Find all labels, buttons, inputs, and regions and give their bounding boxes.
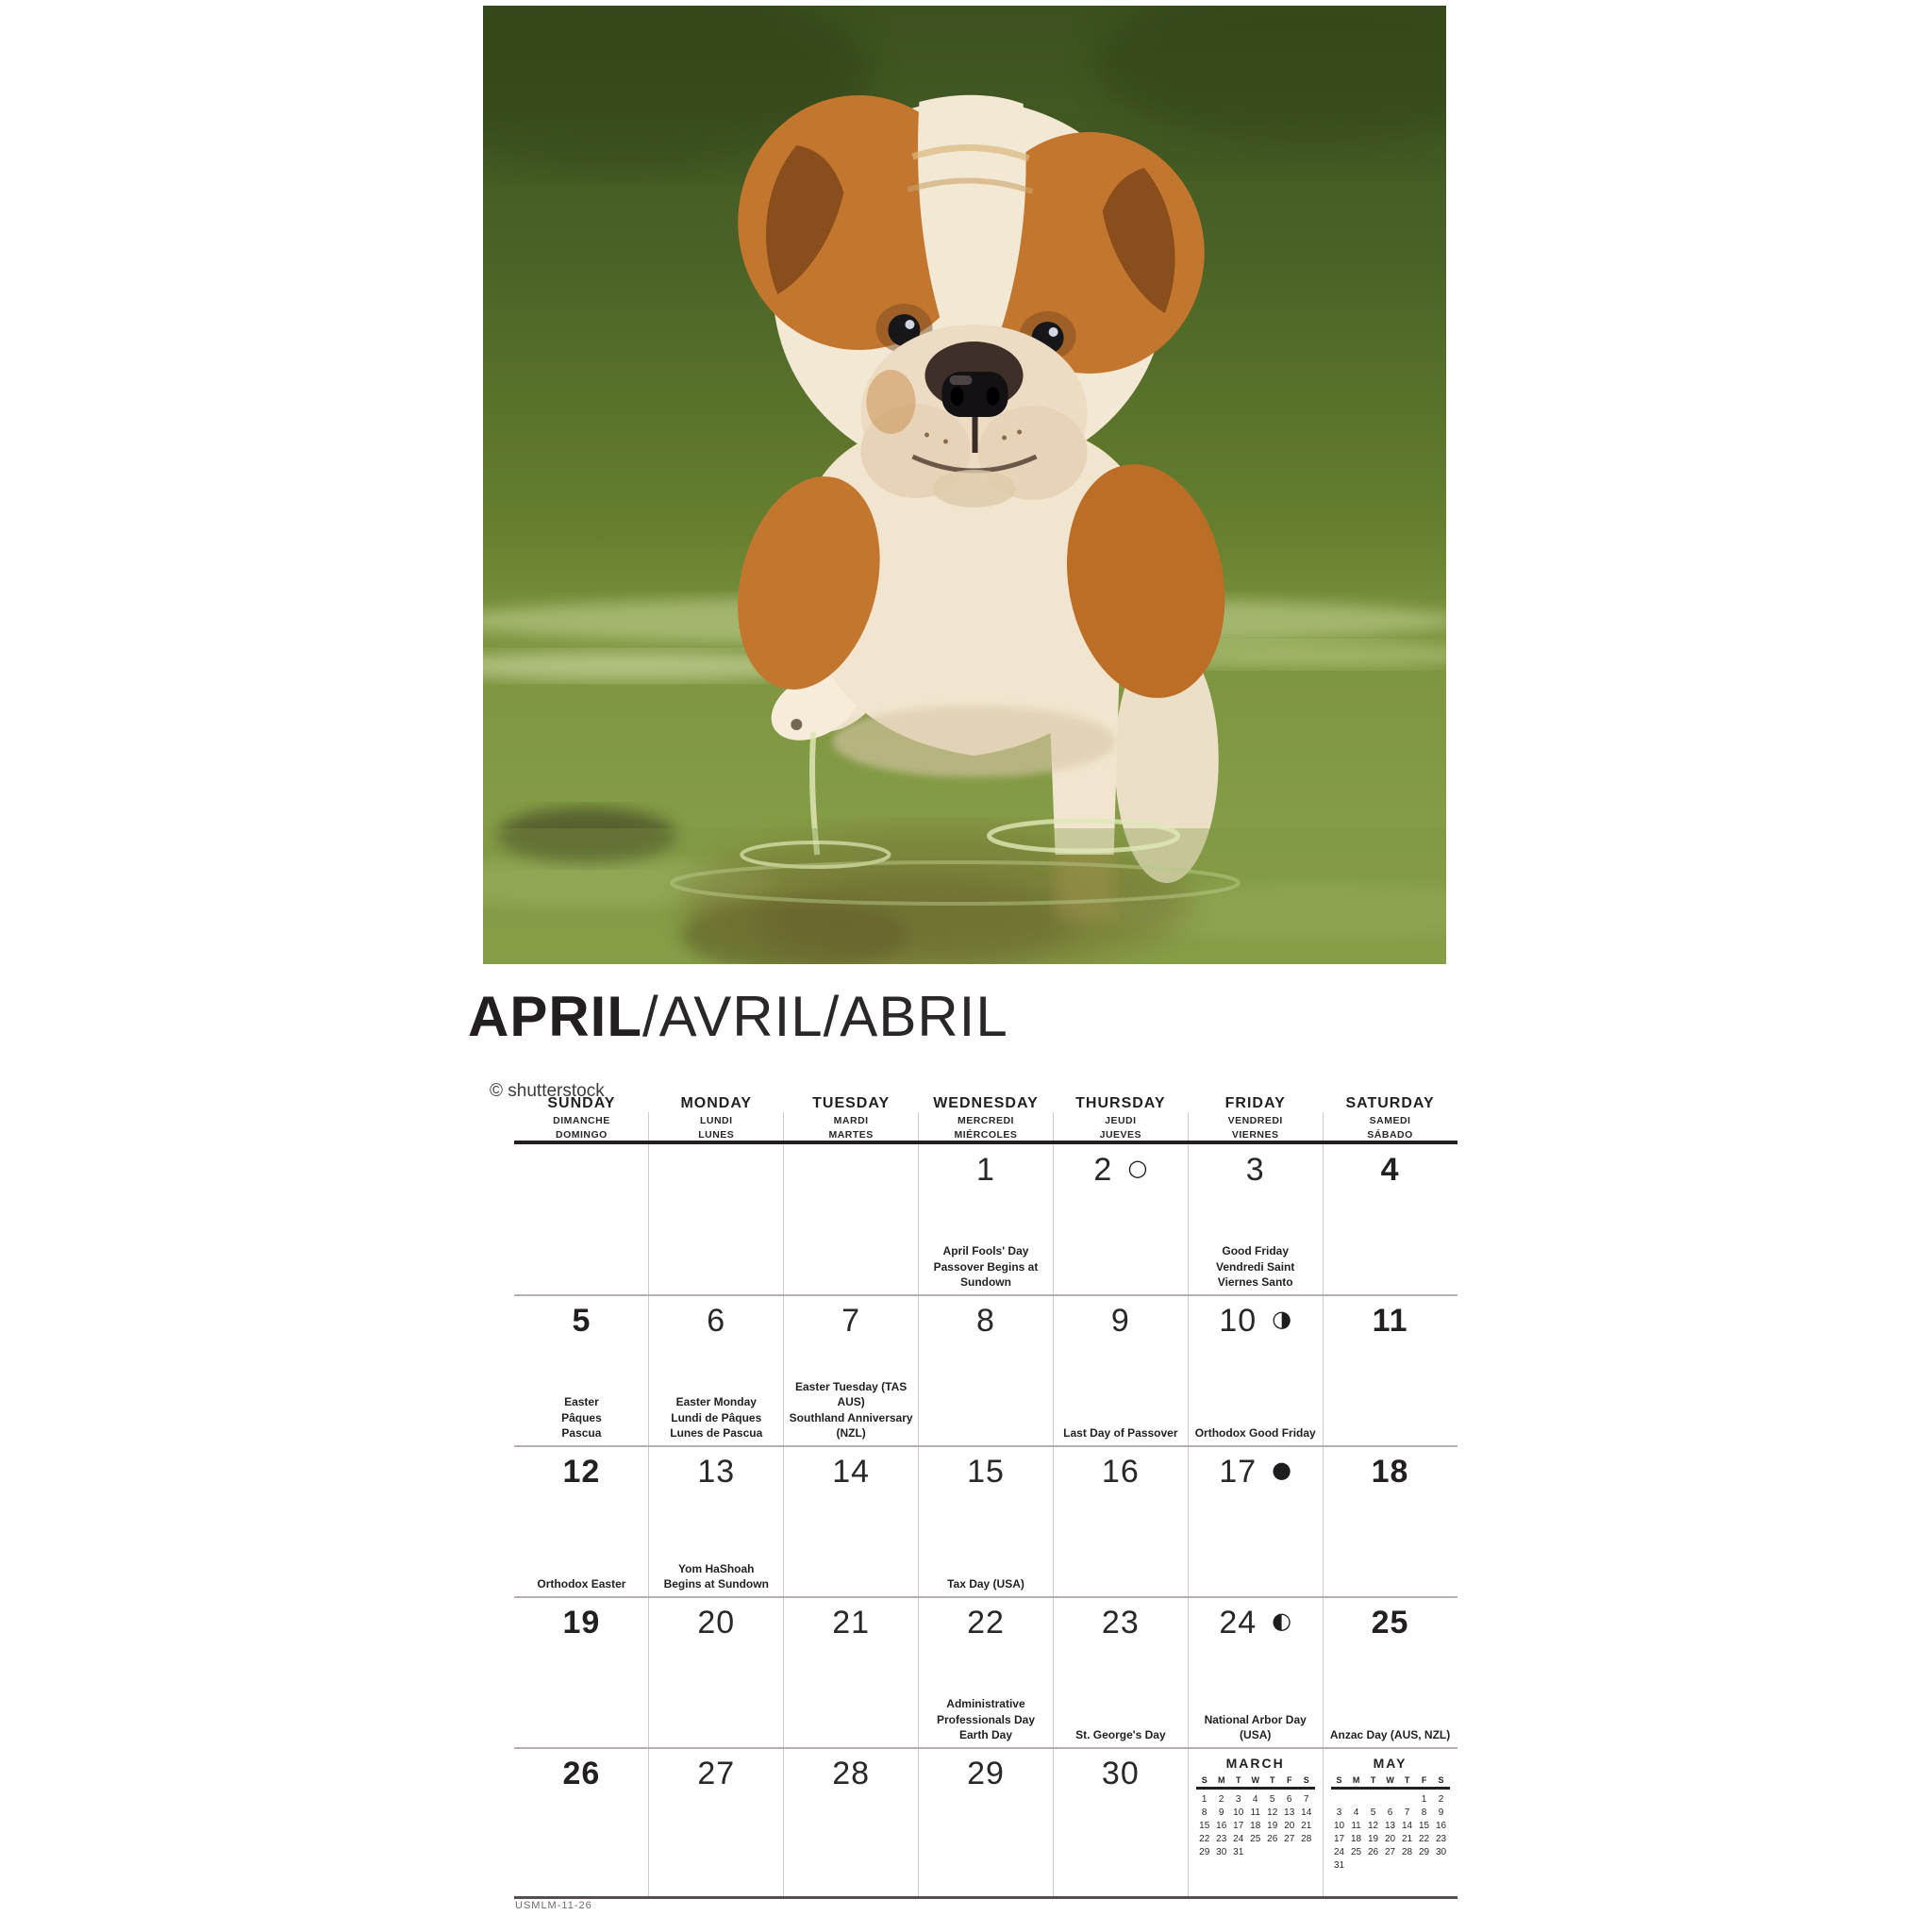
weekday-name-fr: DIMANCHE <box>553 1115 610 1126</box>
holiday-line: Administrative <box>946 1697 1025 1711</box>
mini-day-number: 27 <box>1284 1834 1295 1844</box>
day-cell-22 <box>919 1597 1054 1748</box>
mini-day-number: 14 <box>1402 1821 1413 1831</box>
holiday-line: Earth Day <box>958 1727 1012 1741</box>
day-cell-5 <box>514 1295 649 1446</box>
mini-day-number: 4 <box>1353 1807 1359 1818</box>
mini-day-number <box>1382 1860 1399 1871</box>
month-name-en: APRIL <box>468 985 642 1048</box>
day-cell-17 <box>1188 1446 1323 1597</box>
weekday-name-en: THURSDAY <box>1075 1095 1166 1111</box>
day-number: 21 <box>832 1605 871 1641</box>
weekday-name-fr: JEUDI <box>1105 1115 1137 1126</box>
day-number-row <box>919 1757 1054 1790</box>
mini-day-number: 9 <box>1438 1807 1444 1818</box>
holiday-label <box>1053 1727 1188 1742</box>
mini-day-number: 29 <box>1199 1847 1210 1857</box>
weekday-name-es: LUNES <box>698 1129 735 1141</box>
holiday-line: April Fools' Day <box>942 1244 1029 1258</box>
mini-day-number: 11 <box>1250 1807 1260 1818</box>
mini-day-number: 18 <box>1250 1821 1261 1831</box>
day-cell-1 <box>919 1144 1054 1295</box>
day-cell-23 <box>1053 1597 1188 1748</box>
mini-day-number: 8 <box>1201 1807 1208 1818</box>
day-number: 16 <box>1101 1454 1140 1490</box>
day-number-row <box>1188 1305 1323 1337</box>
day-number: 23 <box>1101 1605 1140 1641</box>
page-title <box>468 985 1008 1048</box>
holiday-label <box>919 1696 1054 1742</box>
holiday-line: Last Day of Passover <box>1063 1425 1178 1440</box>
month-name-translations: /AVRIL/ABRIL <box>642 985 1008 1048</box>
weekday-header-friday <box>1188 1095 1323 1141</box>
weekday-name-es: DOMINGO <box>556 1129 608 1141</box>
day-number: 9 <box>1110 1303 1130 1339</box>
mini-day-number: 15 <box>1419 1821 1430 1831</box>
day-number: 20 <box>697 1605 736 1641</box>
mini-day-number: 22 <box>1419 1834 1430 1844</box>
holiday-label <box>514 1576 649 1591</box>
holiday-line: Begins at Sundown <box>663 1576 769 1591</box>
footer-code: USMLM-11-26 <box>515 1900 592 1911</box>
day-number: 24 <box>1219 1605 1257 1641</box>
weekday-name-en: FRIDAY <box>1224 1095 1286 1111</box>
mini-day-letter: S <box>1438 1775 1444 1785</box>
holiday-label <box>649 1394 784 1441</box>
mini-day-letter: M <box>1352 1775 1360 1785</box>
mini-day-letter: M <box>1217 1775 1225 1785</box>
day-number-row <box>1053 1607 1188 1639</box>
weekday-name-en: TUESDAY <box>812 1095 891 1111</box>
mini-day-number: 31 <box>1233 1847 1244 1857</box>
day-number: 1 <box>976 1152 995 1188</box>
day-number-row <box>1188 1607 1323 1639</box>
weekday-name-en: SUNDAY <box>547 1095 616 1111</box>
weekday-name-fr: SAMEDI <box>1369 1115 1411 1126</box>
mini-day-number: 17 <box>1334 1834 1345 1844</box>
mini-day-number: 23 <box>1436 1834 1447 1844</box>
mini-day-number: 29 <box>1419 1847 1430 1857</box>
holiday-label <box>1323 1727 1457 1742</box>
day-cell-26 <box>514 1748 649 1899</box>
mini-day-number: 21 <box>1402 1834 1413 1844</box>
mini-day-number <box>1281 1847 1298 1857</box>
holiday-line: Good Friday <box>1222 1244 1290 1258</box>
day-number: 19 <box>562 1605 601 1641</box>
mini-day-number: 1 <box>1201 1794 1208 1805</box>
mini-day-number: 11 <box>1351 1821 1361 1831</box>
weekday-name-fr: VENDREDI <box>1227 1115 1283 1126</box>
mini-day-number: 4 <box>1252 1794 1258 1805</box>
mini-day-number: 28 <box>1402 1847 1413 1857</box>
day-cell-11 <box>1323 1295 1457 1446</box>
mini-day-number <box>1264 1847 1281 1857</box>
holiday-line: Lunes de Pascua <box>670 1425 763 1440</box>
day-cell-3 <box>1188 1144 1323 1295</box>
day-number-row <box>784 1456 919 1488</box>
mini-calendar-march <box>1188 1756 1323 1857</box>
day-number: 18 <box>1371 1454 1409 1490</box>
mini-day-number: 17 <box>1233 1821 1244 1831</box>
mini-day-number: 10 <box>1233 1807 1244 1818</box>
mini-day-number: 9 <box>1218 1807 1224 1818</box>
day-number: 8 <box>976 1303 995 1339</box>
day-cell-8 <box>919 1295 1054 1446</box>
mini-day-letter: W <box>1386 1775 1394 1785</box>
mini-calendar-grid <box>1331 1794 1450 1871</box>
holiday-line: National Arbor Day (USA) <box>1204 1712 1307 1741</box>
day-number-row <box>784 1607 919 1639</box>
holiday-line: Easter Monday <box>675 1395 757 1409</box>
day-cell-7 <box>784 1295 919 1446</box>
mini-day-number <box>1416 1860 1433 1871</box>
mini-day-letter: S <box>1336 1775 1342 1785</box>
day-number: 14 <box>832 1454 871 1490</box>
day-cell-6 <box>649 1295 784 1446</box>
weekday-name-es: MARTES <box>828 1129 874 1141</box>
mini-day-number: 15 <box>1199 1821 1210 1831</box>
weekday-name-es: MIÉRCOLES <box>954 1129 1018 1141</box>
day-number: 11 <box>1372 1303 1408 1339</box>
mini-day-letter: W <box>1251 1775 1259 1785</box>
mini-day-number: 14 <box>1301 1807 1312 1818</box>
mini-day-number: 26 <box>1267 1834 1278 1844</box>
holiday-line: Southland Anniversary (NZL) <box>789 1410 913 1440</box>
weekday-name-en: WEDNESDAY <box>933 1095 1039 1111</box>
holiday-line: Easter Tuesday (TAS AUS) <box>794 1380 908 1409</box>
day-number-row <box>1323 1305 1457 1337</box>
holiday-line: Pascua <box>561 1425 602 1440</box>
day-cell-21 <box>784 1597 919 1748</box>
mini-day-number <box>1365 1860 1382 1871</box>
day-number: 5 <box>572 1303 591 1339</box>
mini-day-number: 16 <box>1436 1821 1447 1831</box>
day-number-row <box>1053 1757 1188 1790</box>
mini-day-number: 22 <box>1199 1834 1210 1844</box>
mini-day-letter: T <box>1404 1775 1410 1785</box>
mini-day-number <box>1433 1860 1450 1871</box>
day-cell-15 <box>919 1446 1054 1597</box>
day-number: 12 <box>562 1454 601 1490</box>
mini-day-number: 1 <box>1421 1794 1427 1805</box>
day-cell-20 <box>649 1597 784 1748</box>
day-number: 22 <box>967 1605 1005 1641</box>
mini-day-number: 18 <box>1351 1834 1362 1844</box>
day-number-row <box>1188 1456 1323 1488</box>
day-number-row <box>1053 1305 1188 1337</box>
mini-day-number: 13 <box>1284 1807 1295 1818</box>
holiday-label <box>784 1379 919 1441</box>
day-number-row <box>919 1154 1054 1186</box>
day-cell-29 <box>919 1748 1054 1899</box>
mini-day-letter: T <box>1235 1775 1241 1785</box>
mini-day-number <box>1331 1794 1348 1805</box>
day-cell-4 <box>1323 1144 1457 1295</box>
mini-day-number: 12 <box>1267 1807 1278 1818</box>
day-number-row <box>514 1607 649 1639</box>
day-number-row <box>649 1607 784 1639</box>
day-number-row <box>514 1305 649 1337</box>
day-cell-12 <box>514 1446 649 1597</box>
first-quarter-moon-icon: ◐ <box>1272 1607 1292 1634</box>
mini-day-number: 26 <box>1368 1847 1379 1857</box>
mini-day-number: 28 <box>1301 1834 1312 1844</box>
mini-calendar-grid <box>1196 1794 1315 1857</box>
day-cell-24 <box>1188 1597 1323 1748</box>
day-number-row <box>1053 1456 1188 1488</box>
mini-day-number: 3 <box>1235 1794 1241 1805</box>
mini-day-number <box>1348 1860 1365 1871</box>
day-number-row <box>514 1456 649 1488</box>
day-number: 27 <box>697 1756 736 1791</box>
day-number: 29 <box>967 1756 1005 1791</box>
mini-day-letter: T <box>1269 1775 1275 1785</box>
day-number: 25 <box>1371 1605 1409 1641</box>
holiday-label <box>1188 1243 1323 1290</box>
day-number-row <box>1188 1154 1323 1186</box>
mini-day-number: 31 <box>1334 1860 1345 1871</box>
day-cell-19 <box>514 1597 649 1748</box>
day-cell-14 <box>784 1446 919 1597</box>
holiday-line: Professionals Day <box>936 1712 1035 1726</box>
photo-credit: © shutterstock <box>490 1081 605 1101</box>
last-quarter-moon-icon: ◑ <box>1272 1306 1292 1332</box>
holiday-line: Lundi de Pâques <box>671 1410 762 1424</box>
holiday-line: Orthodox Easter <box>537 1576 626 1591</box>
mini-day-number: 3 <box>1336 1807 1342 1818</box>
day-number: 2 <box>1093 1152 1113 1188</box>
day-number: 17 <box>1219 1454 1257 1490</box>
mini-day-number <box>1298 1847 1315 1857</box>
mini-calendar-day-letters <box>1331 1775 1450 1785</box>
mini-day-number <box>1247 1847 1264 1857</box>
holiday-line: Vendredi Saint <box>1216 1259 1295 1274</box>
weekday-header-monday <box>649 1095 784 1141</box>
day-cell-18 <box>1323 1446 1457 1597</box>
day-cell-2 <box>1053 1144 1188 1295</box>
day-number-row <box>649 1456 784 1488</box>
mini-day-number: 24 <box>1334 1847 1345 1857</box>
mini-day-number: 30 <box>1436 1847 1447 1857</box>
day-number-row <box>784 1757 919 1790</box>
holiday-label <box>1053 1425 1188 1441</box>
weekday-name-fr: MERCREDI <box>957 1115 1014 1126</box>
holiday-line: Tax Day (USA) <box>947 1576 1024 1591</box>
holiday-line: Viernes Santo <box>1217 1274 1293 1289</box>
holiday-line: St. George's Day <box>1075 1727 1166 1741</box>
weekday-header-sunday <box>514 1095 649 1141</box>
day-number-row <box>1323 1456 1457 1488</box>
holiday-line: Anzac Day (AUS, NZL) <box>1329 1727 1451 1741</box>
holiday-label <box>649 1561 784 1591</box>
mini-day-letter: F <box>1286 1775 1292 1785</box>
day-cell-empty <box>1323 1748 1457 1899</box>
mini-day-number: 27 <box>1385 1847 1396 1857</box>
day-number-row <box>919 1305 1054 1337</box>
mini-day-letter: F <box>1421 1775 1427 1785</box>
holiday-label <box>514 1394 649 1441</box>
weekday-name-en: SATURDAY <box>1345 1095 1435 1111</box>
day-cell-13 <box>649 1446 784 1597</box>
mini-calendar-title: MAY <box>1373 1756 1407 1771</box>
mini-day-number: 10 <box>1334 1821 1345 1831</box>
day-cell-empty <box>784 1144 919 1295</box>
mini-calendar-rule <box>1196 1787 1315 1790</box>
mini-day-number: 23 <box>1216 1834 1227 1844</box>
weekday-header-thursday <box>1053 1095 1188 1141</box>
holiday-label <box>1188 1712 1323 1742</box>
day-cell-empty <box>649 1144 784 1295</box>
weekday-name-es: JUEVES <box>1099 1129 1142 1141</box>
day-cell-25 <box>1323 1597 1457 1748</box>
weekday-name-es: VIERNES <box>1231 1129 1279 1141</box>
mini-day-number: 5 <box>1269 1794 1275 1805</box>
day-number-row <box>514 1757 649 1790</box>
mini-day-number: 6 <box>1286 1794 1292 1805</box>
day-number-row <box>649 1305 784 1337</box>
mini-day-number: 30 <box>1216 1847 1227 1857</box>
day-number: 13 <box>697 1454 736 1490</box>
mini-day-number <box>1348 1794 1365 1805</box>
mini-day-number: 8 <box>1421 1807 1427 1818</box>
mini-calendar-may <box>1323 1756 1457 1871</box>
mini-day-number: 7 <box>1303 1794 1309 1805</box>
weekday-header-saturday <box>1323 1095 1457 1141</box>
mini-day-letter: S <box>1303 1775 1309 1785</box>
mini-day-number: 6 <box>1387 1807 1393 1818</box>
mini-day-letter: T <box>1370 1775 1376 1785</box>
mini-day-number <box>1399 1860 1416 1871</box>
day-number: 6 <box>707 1303 726 1339</box>
day-cell-10 <box>1188 1295 1323 1446</box>
day-number-row <box>919 1456 1054 1488</box>
mini-day-letter: S <box>1201 1775 1208 1785</box>
weekday-header-wednesday <box>919 1095 1054 1141</box>
day-number-row <box>919 1607 1054 1639</box>
mini-day-number <box>1365 1794 1382 1805</box>
mini-day-number: 25 <box>1351 1847 1362 1857</box>
day-cell-16 <box>1053 1446 1188 1597</box>
day-number: 28 <box>832 1756 871 1791</box>
day-cell-9 <box>1053 1295 1188 1446</box>
mini-day-number: 12 <box>1368 1821 1379 1831</box>
mini-day-number: 7 <box>1404 1807 1410 1818</box>
day-number: 26 <box>562 1756 601 1791</box>
mini-day-number: 19 <box>1368 1834 1379 1844</box>
day-number: 4 <box>1380 1152 1400 1188</box>
day-cell-28 <box>784 1748 919 1899</box>
day-cell-empty <box>1188 1748 1323 1899</box>
day-number: 30 <box>1101 1756 1140 1791</box>
mini-day-number: 21 <box>1301 1821 1312 1831</box>
mini-day-number: 5 <box>1370 1807 1376 1818</box>
holiday-line: Yom HaShoah <box>678 1561 755 1575</box>
day-number-row <box>649 1757 784 1790</box>
day-cell-empty <box>514 1144 649 1295</box>
day-number: 15 <box>967 1454 1005 1490</box>
mini-day-number: 25 <box>1250 1834 1261 1844</box>
mini-day-number: 20 <box>1284 1821 1295 1831</box>
day-number-row <box>1323 1607 1457 1639</box>
holiday-label <box>1188 1425 1323 1441</box>
mini-calendar-title: MARCH <box>1225 1756 1285 1771</box>
holiday-line: Pâques <box>561 1410 602 1424</box>
bulldog-puppy-photo <box>483 6 1446 964</box>
holiday-line: Easter <box>564 1395 599 1409</box>
calendar-grid <box>514 1095 1457 1899</box>
holiday-label <box>919 1576 1054 1591</box>
day-number: 3 <box>1245 1152 1265 1188</box>
mini-day-number <box>1399 1794 1416 1805</box>
mini-calendar-day-letters <box>1196 1775 1315 1785</box>
holiday-line: Passover Begins at Sundown <box>933 1259 1039 1289</box>
day-number-row <box>784 1305 919 1337</box>
month-photo <box>483 6 1446 964</box>
weekday-header-tuesday <box>784 1095 919 1141</box>
weekday-name-fr: MARDI <box>833 1115 869 1126</box>
mini-day-number: 24 <box>1233 1834 1244 1844</box>
day-cell-27 <box>649 1748 784 1899</box>
weekday-name-es: SÁBADO <box>1367 1129 1413 1141</box>
holiday-label <box>919 1243 1054 1290</box>
mini-day-number: 19 <box>1267 1821 1278 1831</box>
day-number-row <box>1053 1154 1188 1186</box>
weekday-name-fr: LUNDI <box>699 1115 733 1126</box>
weekday-name-en: MONDAY <box>680 1095 753 1111</box>
mini-day-number: 2 <box>1218 1794 1224 1805</box>
full-moon-icon: ○ <box>1127 1155 1148 1181</box>
mini-calendar-rule <box>1331 1787 1450 1790</box>
holiday-line: Orthodox Good Friday <box>1194 1425 1316 1440</box>
day-number: 10 <box>1219 1303 1257 1339</box>
day-number: 7 <box>841 1303 861 1339</box>
new-moon-icon: ● <box>1272 1457 1292 1483</box>
mini-day-number: 13 <box>1385 1821 1396 1831</box>
day-number-row <box>1323 1154 1457 1186</box>
day-cell-30 <box>1053 1748 1188 1899</box>
mini-day-number: 16 <box>1216 1821 1227 1831</box>
mini-day-number: 20 <box>1385 1834 1396 1844</box>
mini-day-number: 2 <box>1438 1794 1444 1805</box>
mini-day-number <box>1382 1794 1399 1805</box>
